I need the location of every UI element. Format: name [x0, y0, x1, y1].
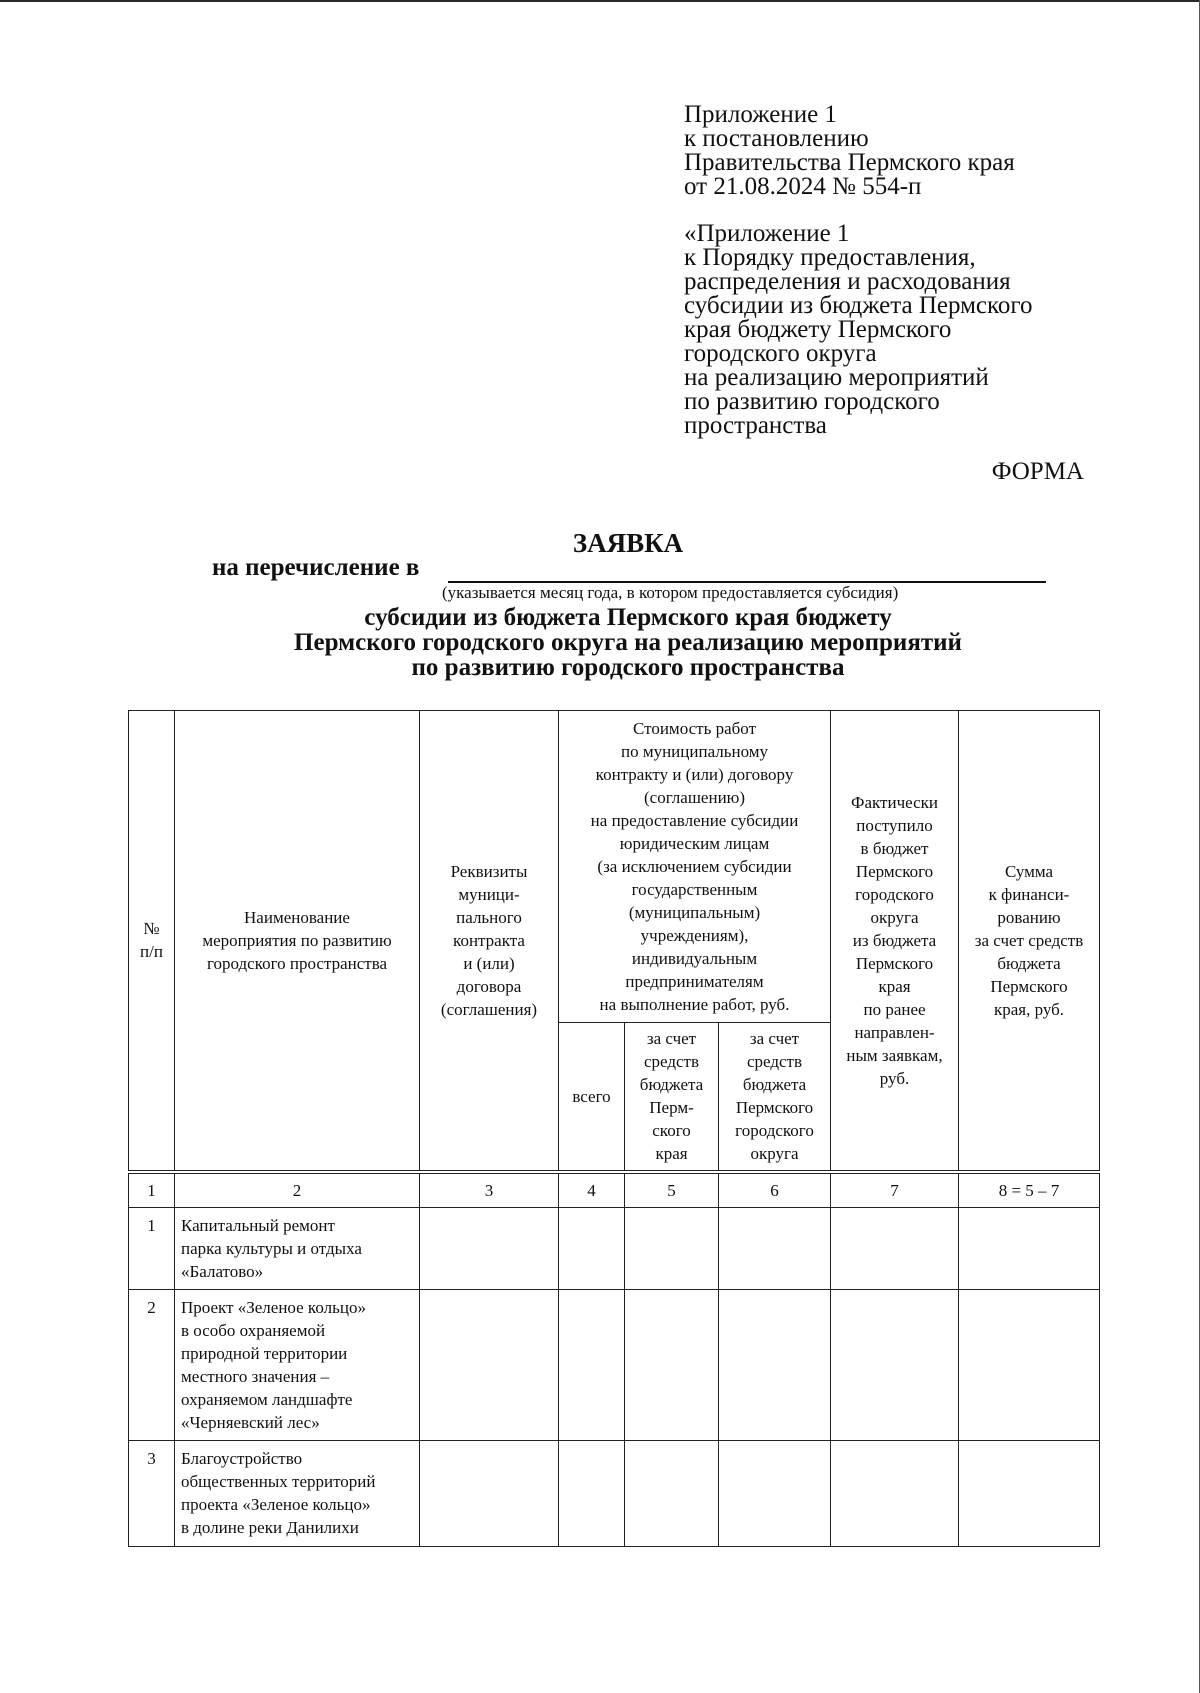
- row-number: 1: [129, 1208, 175, 1290]
- row-cost-total-cell[interactable]: [559, 1441, 625, 1547]
- base-line: к Порядку предоставления,: [684, 244, 976, 271]
- table-row: [129, 1290, 1100, 1441]
- row-number: 3: [129, 1441, 175, 1547]
- column-number: 1: [129, 1172, 175, 1208]
- subtitle-line: субсидии из бюджета Пермского края бюджету: [364, 604, 892, 631]
- header-cost: Стоимость работ по муниципальному контракту и (или) договору (соглашению) на предоставление субсидии юридическим лицам (за исключением субсидии государственным (муниципальным) учреждениям), индивидуальным предпринимателям на выполнение работ, руб.: [559, 711, 831, 1023]
- subtitle-line: по развитию городского пространства: [411, 654, 845, 681]
- document-subtitle: [0, 605, 1200, 680]
- header-received: Фактически поступило в бюджет Пермского городского округа из бюджета Пермского края по ранее направлен- ным заявкам, руб.: [831, 711, 959, 1172]
- column-number: 6: [719, 1172, 831, 1208]
- base-block: [684, 222, 1104, 438]
- row-sum-cell[interactable]: [959, 1208, 1100, 1290]
- header-cost-city: за счет средств бюджета Пермского городского округа: [719, 1023, 831, 1172]
- header-name: Наименование мероприятия по развитию городского пространства: [175, 711, 420, 1172]
- row-event-name: Проект «Зеленое кольцо» в особо охраняемой природной территории местного значения – охраняемом ландшафте «Черняевский лес»: [175, 1290, 420, 1441]
- approval-line: Приложение 1: [684, 101, 837, 128]
- row-number: 2: [129, 1290, 175, 1441]
- row-sum-cell[interactable]: [959, 1441, 1100, 1547]
- row-cost-region-cell[interactable]: [625, 1290, 719, 1441]
- table-row: [129, 1441, 1100, 1547]
- column-number: 7: [831, 1172, 959, 1208]
- approval-line: от 21.08.2024 № 554-п: [684, 173, 922, 200]
- transfer-hint: (указывается месяц года, в котором предоставляется субсидия): [442, 583, 899, 602]
- row-cost-city-cell[interactable]: [719, 1208, 831, 1290]
- row-sum-cell[interactable]: [959, 1290, 1100, 1441]
- row-event-name: Капитальный ремонт парка культуры и отдыха «Балатово»: [175, 1208, 420, 1290]
- subtitle-line: Пермского городского округа на реализацию мероприятий: [294, 629, 962, 656]
- row-cost-region-cell[interactable]: [625, 1208, 719, 1290]
- row-cost-city-cell[interactable]: [719, 1441, 831, 1547]
- form-label: ФОРМА: [991, 458, 1084, 485]
- row-requisites-cell[interactable]: [420, 1290, 559, 1441]
- row-requisites-cell[interactable]: [420, 1441, 559, 1547]
- base-line: городского округа: [684, 340, 877, 367]
- header-num: № п/п: [129, 711, 175, 1172]
- row-cost-region-cell[interactable]: [625, 1441, 719, 1547]
- row-cost-total-cell[interactable]: [559, 1290, 625, 1441]
- column-number: 3: [420, 1172, 559, 1208]
- row-cost-city-cell[interactable]: [719, 1290, 831, 1441]
- base-line: на реализацию мероприятий: [684, 364, 989, 391]
- base-line: по развитию городского: [684, 388, 940, 415]
- document-title: ЗАЯВКА: [572, 528, 684, 558]
- approval-line: Правительства Пермского края: [684, 149, 1015, 176]
- transfer-label: на перечисление в: [212, 554, 420, 581]
- column-number: 2: [175, 1172, 420, 1208]
- base-line: распределения и расходования: [684, 268, 1011, 295]
- approval-line: к постановлению: [684, 125, 869, 152]
- approval-block: [684, 103, 1104, 199]
- header-sum: Сумма к финанси- рованию за счет средств бюджета Пермского края, руб.: [959, 711, 1100, 1172]
- header-cost-total: всего: [559, 1023, 625, 1172]
- row-requisites-cell[interactable]: [420, 1208, 559, 1290]
- header-cost-region: за счет средств бюджета Перм- ского края: [625, 1023, 719, 1172]
- row-cost-total-cell[interactable]: [559, 1208, 625, 1290]
- column-number: 8 = 5 – 7: [959, 1172, 1100, 1208]
- base-line: пространства: [684, 412, 827, 439]
- row-received-cell[interactable]: [831, 1290, 959, 1441]
- base-line: «Приложение 1: [684, 220, 850, 247]
- base-line: края бюджету Пермского: [684, 316, 952, 343]
- table-row: [129, 1208, 1100, 1290]
- column-number: 4: [559, 1172, 625, 1208]
- column-number: 5: [625, 1172, 719, 1208]
- base-line: субсидии из бюджета Пермского: [684, 292, 1033, 319]
- application-table: [128, 710, 1100, 1547]
- row-event-name: Благоустройство общественных территорий проекта «Зеленое кольцо» в долине реки Данилихи: [175, 1441, 420, 1547]
- header-requisites: Реквизиты муници- пального контракта и (или) договора (соглашения): [420, 711, 559, 1172]
- scan-top-edge: [0, 0, 1200, 2]
- row-received-cell[interactable]: [831, 1441, 959, 1547]
- row-received-cell[interactable]: [831, 1208, 959, 1290]
